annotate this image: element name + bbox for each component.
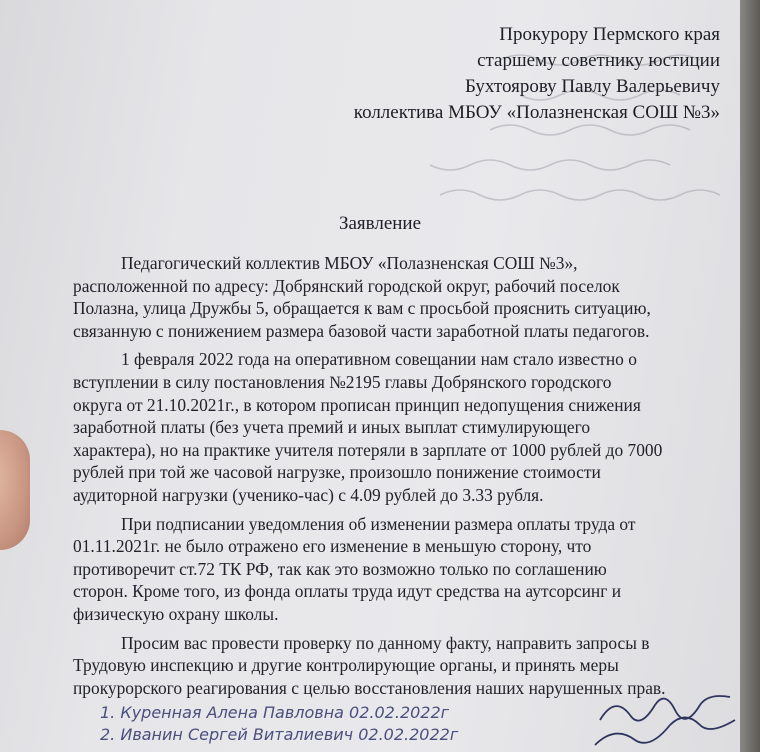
- text-line: противоречит ст.72 ТК РФ, так как это возможно только по соглашению: [73, 558, 607, 579]
- text-line: аудиторной нагрузки (ученико-час) с 4.09 рублей до 3.33 рубля.: [73, 484, 544, 505]
- text-line: Просим вас провести проверку по данному факту, направить запросы в: [121, 632, 650, 653]
- paragraph: [73, 513, 721, 626]
- text-line: 01.11.2021г. не было отражено его изменение в меньшую сторону, что: [73, 536, 592, 557]
- text-line: заработной платы (без учета премий и иных выплат стимулирующего: [73, 417, 591, 438]
- text-line: Трудовую инспекцию и другие контролирующие органы, и принять меры: [73, 655, 619, 676]
- text-line: 1 февраля 2022 года на оперативном совещании нам стало известно о: [121, 349, 637, 370]
- paragraph: [73, 252, 721, 342]
- paragraph: [73, 348, 721, 506]
- text-line: рублей при той же часовой нагрузке, произошло понижение стоимости: [73, 462, 601, 483]
- document-title: Заявление: [338, 213, 422, 234]
- text-line: Полазна, улица Дружбы 5, обращается к вам с просьбой прояснить ситуацию,: [73, 298, 651, 319]
- addressee-block: [300, 22, 720, 126]
- signature-entry: 2. Иванин Сергей Виталиевич 02.02.2022г: [100, 725, 459, 744]
- addressee-line: Прокурору Пермского края: [499, 24, 720, 45]
- signature-entry: 1. Куренная Алена Павловна 02.02.2022г: [100, 703, 450, 722]
- addressee-line: коллектива МБОУ «Полазненская СОШ №3»: [353, 102, 720, 123]
- addressee-line: старшему советнику юстиции: [477, 50, 720, 71]
- text-line: вступлении в силу постановления №2195 главы Добрянского городского: [73, 371, 612, 392]
- finger: [0, 430, 30, 550]
- text-line: Педагогический коллектив МБОУ «Полазненская СОШ №3»,: [121, 253, 578, 273]
- addressee-line: Бухтоярову Павлу Валерьевичу: [464, 76, 720, 97]
- text-line: характера), но на практике учителя потеряли в зарплате от 1000 рублей до 7000: [73, 439, 663, 460]
- text-line: расположенной по адресу: Добрянский городской округ, рабочий поселок: [73, 275, 620, 296]
- text-line: сторон. Кроме того, из фонда оплаты труда идут средства на аутсорсинг и: [73, 581, 622, 602]
- text-line: физическую охрану школы.: [73, 603, 279, 624]
- handwritten-signature: [590, 690, 740, 750]
- document-body: [73, 252, 721, 699]
- text-line: прокурорского реагирования с целью восстановления наших нарушенных прав.: [73, 677, 666, 698]
- text-line: При подписании уведомления об изменении размера оплаты труда от: [121, 513, 636, 534]
- text-line: связанную с понижением размера базовой части заработной платы педагогов.: [73, 320, 650, 341]
- text-line: округа от 21.10.2021г., в котором прописан принцип недопущения снижения: [73, 394, 641, 415]
